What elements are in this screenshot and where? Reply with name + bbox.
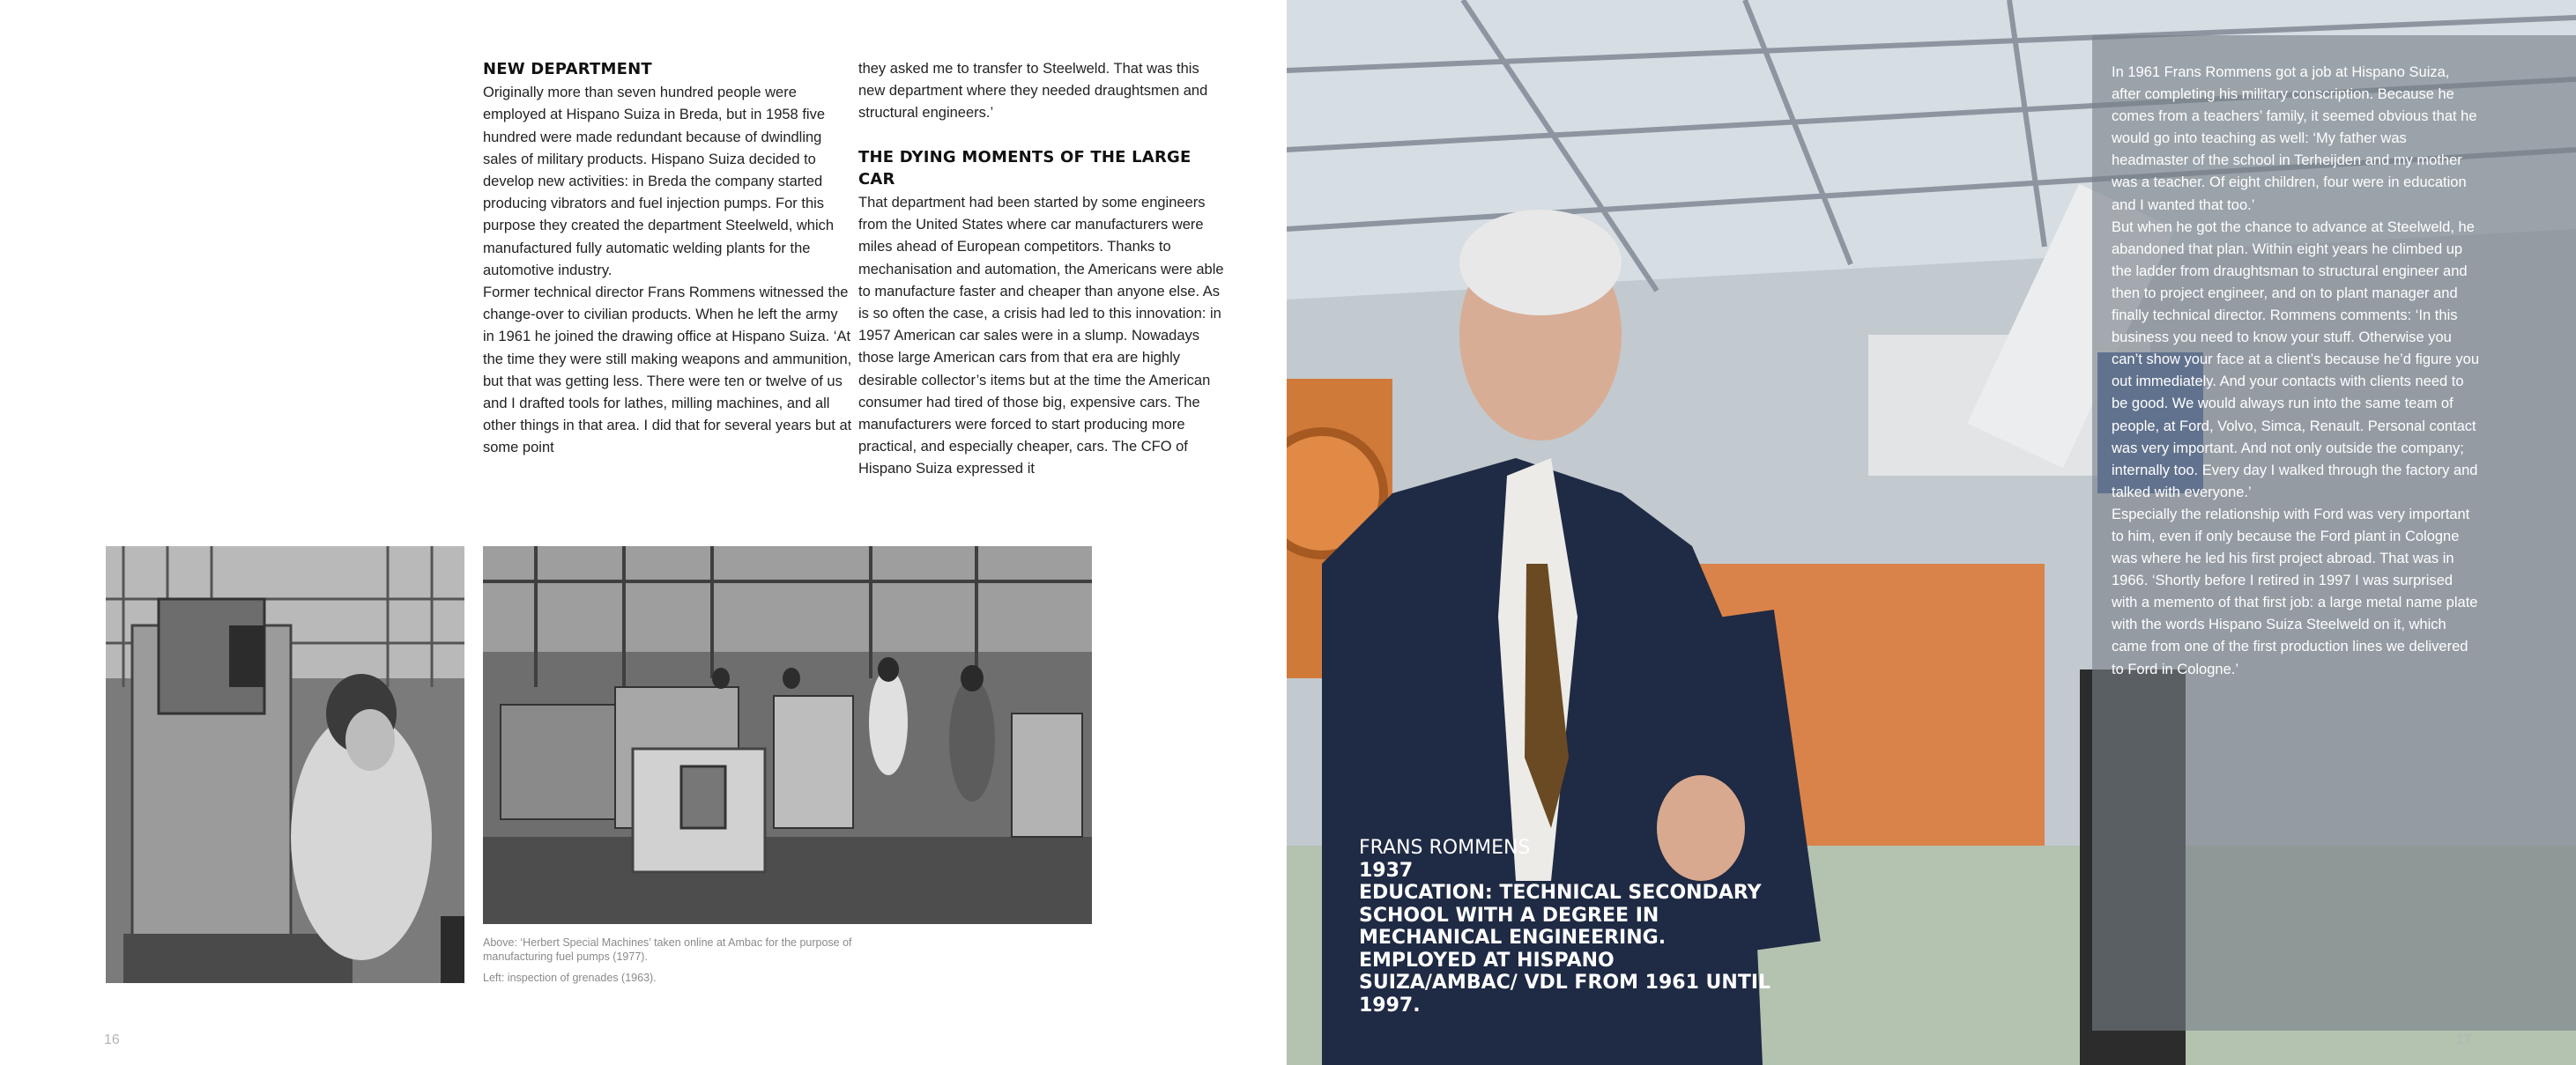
quote-sidebar-text bbox=[2112, 62, 2482, 681]
text-column-1 bbox=[483, 58, 853, 460]
heading-dying-moments: THE DYING MOMENTS OF THE LARGE CAR bbox=[858, 147, 1191, 189]
photo-herbert-special-machines bbox=[483, 546, 1092, 924]
heading-new-department: NEW DEPARTMENT bbox=[483, 60, 652, 78]
sidebar-paragraph: Especially the relationship with Ford was very important to him, even if only because the Ford plant in Cologne was where he led his first project abroad. That was in 1966. ‘Shortly before I retired in 1997 I was surprised with a memento of that first job: a large metal name plate with the words Hispano Suiza Steelweld on it, which came from one of the first production lines we delivered to Ford in Cologne.’ bbox=[2112, 506, 2478, 677]
body-paragraph: That department had been started by some engineers from the United States where car manufacturers were miles ahead of European competitors. Thanks to mechanisation and automation, the Americans were able to manufacture faster and cheaper than anyone else. As is so often the case, a crisis had led to this innovation: in 1957 American car sales were in a slump. Nowadays those large American cars from that era are highly desirable collector’s items but at the time the American consumer had tired of those big, expensive cars. The manufacturers were forced to start producing more practical, and especially cheaper, cars. The CFO of Hispano Suiza expressed it bbox=[858, 195, 1224, 477]
paragraph-gap bbox=[858, 125, 1229, 146]
sidebar-paragraph: In 1961 Frans Rommens got a job at Hispano Suiza, after completing his military conscription. Because he comes from a teachers’ family, it seemed obvious that he would go into teaching as well: ‘My father was headmaster of the school in Terheijden and my mother was a teacher. Of eight children, four were in education and I wanted that too.’ bbox=[2112, 64, 2477, 213]
body-paragraph: Originally more than seven hundred people were employed at Hispano Suiza in Breda, but in 1958 five hundred were made redundant because of dwindling sales of military products. Hispano Suiza decided to develop new activities: in Breda the company started producing vibrators and fuel injection pumps. For this purpose they created the department Steelweld, which manufactured fully automatic welding plants for the automotive industry. bbox=[483, 85, 835, 278]
body-paragraph: they asked me to transfer to Steelweld. That was this new department where they needed draughtsmen and structural engineers.’ bbox=[858, 61, 1208, 122]
sidebar-paragraph: But when he got the chance to advance at Steelweld, he abandoned that plan. Within eight years he climbed up the ladder from draughtsman to structural engineer and then to project engineer, and on to plant manager and finally technical director. Rommens comments: ‘In this business you need to know your stuff. Otherwise you can’t show your face at a client’s because he’d figure you out immediately. And your contacts with clients need to be good. We would always run into the same team of people, at Ford, Volvo, Simca, Renault. Personal contact was very important. And not only outside the company; internally too. Every day I walked through the factory and talked with everyone.’ bbox=[2112, 218, 2480, 500]
photo-grenade-inspection-image bbox=[106, 546, 464, 983]
body-paragraph: Former technical director Frans Rommens witnessed the change-over to civilian products. When he left the army in 1961 he joined the drawing office at Hispano Suiza. ‘At the time they were still making weapons and ammunition, but that was getting less. There were ten or twelve of us and I drafted tools for lathes, milling machines, and all other things in that area. I did that for several years but at some point bbox=[483, 285, 852, 456]
bio-block bbox=[1359, 837, 1773, 1017]
bio-name: FRANS ROMMENS bbox=[1359, 837, 1531, 859]
bio-education: EDUCATION: TECHNICAL SECONDARY SCHOOL WITH A DEGREE IN MECHANICAL ENGINEERING. bbox=[1359, 882, 1762, 949]
caption-left: Left: inspection of grenades (1963). bbox=[483, 972, 657, 984]
caption-above: Above: ‘Herbert Special Machines’ taken online at Ambac for the purpose of manufacturing fuel pumps (1977). bbox=[483, 936, 852, 963]
photo-herbert-special-machines-image bbox=[483, 546, 1092, 924]
text-column-2 bbox=[858, 58, 1229, 481]
page-number-right: 17 bbox=[2456, 1032, 2472, 1047]
bio-born: 1937 bbox=[1359, 859, 1414, 882]
page-number-left: 16 bbox=[104, 1032, 120, 1047]
bio-employment: EMPLOYED AT HISPANO SUIZA/AMBAC/ VDL FROM 1961 UNTIL 1997. bbox=[1359, 949, 1771, 1017]
photo-grenade-inspection bbox=[106, 546, 464, 983]
